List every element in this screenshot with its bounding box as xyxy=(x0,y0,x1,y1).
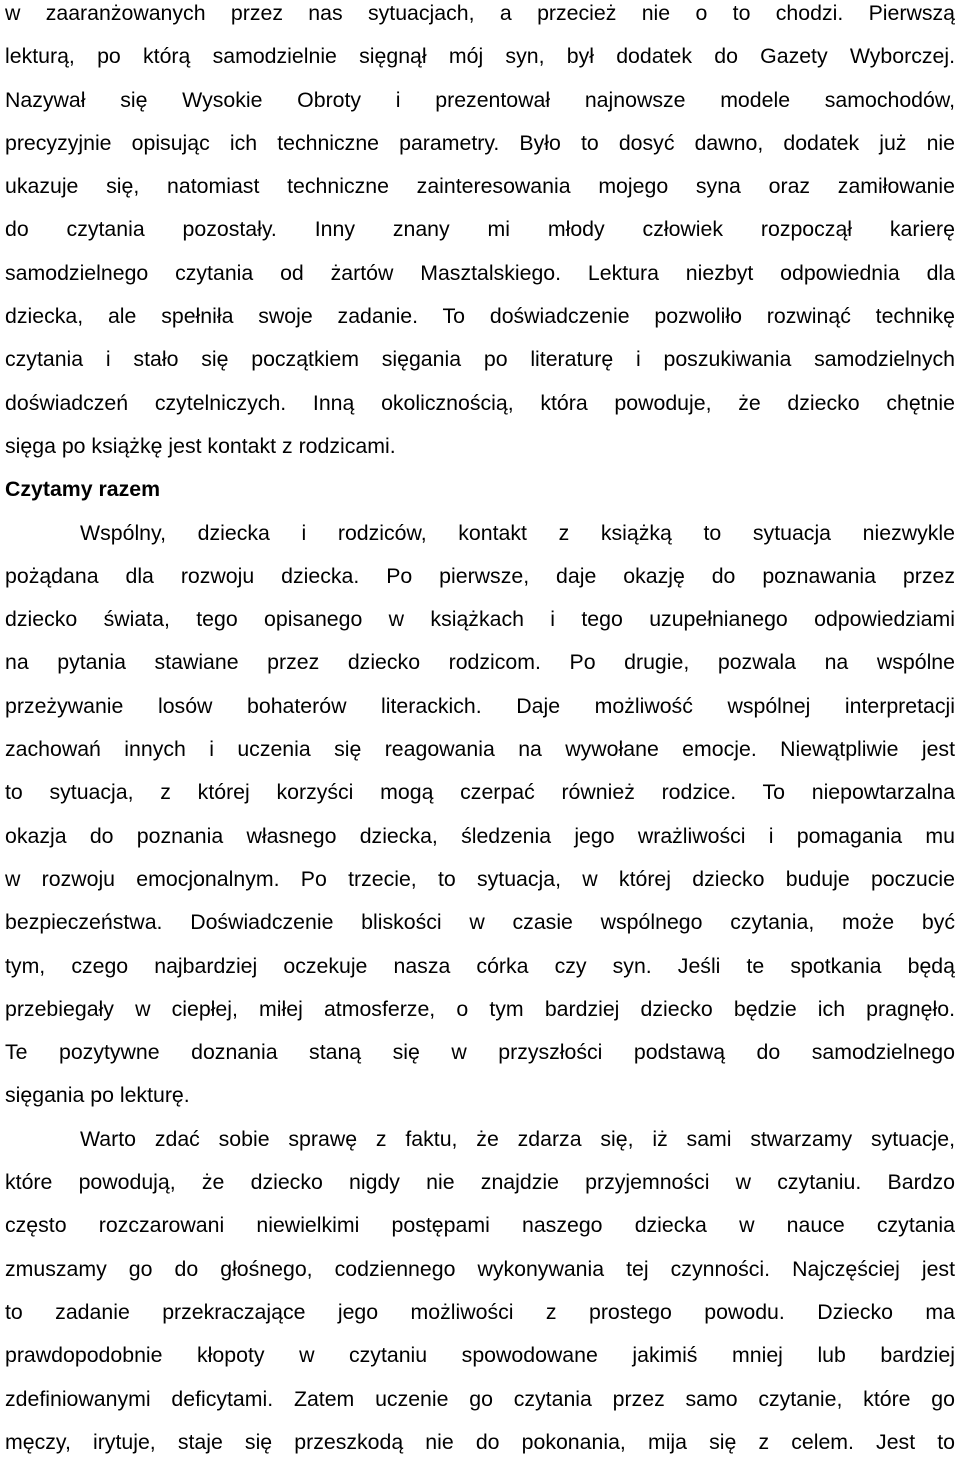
paragraph-1 xyxy=(5,0,955,468)
text-line: pożądana dla rozwoju dziecka. Po pierwsze, daje okazję do poznawania przez xyxy=(5,563,955,588)
text-line: zachowań innych i uczenia się reagowania na wywołane emocje. Niewątpliwie jest xyxy=(5,737,955,762)
text-line: czytania i stało się początkiem sięgania po literaturę i poszukiwania samodzielnych xyxy=(5,347,955,372)
text-line: męczy, irytuje, staje się przeszkodą nie do pokonania, mija się z celem. Jest to xyxy=(5,1429,955,1454)
text-line: lekturą, po którą samodzielnie sięgnął mój syn, był dodatek do Gazety Wyborczej. xyxy=(5,44,955,69)
text-line: do czytania pozostały. Inny znany mi młody człowiek rozpoczął karierę xyxy=(5,217,955,242)
text-line: prawdopodobnie kłopoty w czytaniu spowodowane jakimiś mniej lub bardziej xyxy=(5,1343,955,1368)
text-line: tym, czego najbardziej oczekuje nasza córka czy syn. Jeśli te spotkania będą xyxy=(5,953,955,978)
text-line: często rozczarowani niewielkimi postępami naszego dziecka w nauce czytania xyxy=(5,1213,955,1238)
text-line: które powodują, że dziecko nigdy nie znajdzie przyjemności w czytaniu. Bardzo xyxy=(5,1170,955,1195)
paragraph-3 xyxy=(5,1118,955,1464)
text-line: to zadanie przekraczające jego możliwości z prostego powodu. Dziecko ma xyxy=(5,1299,955,1324)
text-line: okazja do poznania własnego dziecka, śledzenia jego wrażliwości i pomagania mu xyxy=(5,823,955,848)
text-line: przebiegały w ciepłej, miłej atmosferze, o tym bardziej dziecko będzie ich pragnęło. xyxy=(5,996,955,1021)
text-line: Te pozytywne doznania staną się w przyszłości podstawą do samodzielnego xyxy=(5,1040,955,1065)
text-line: dziecka, ale spełniła swoje zadanie. To doświadczenie pozwoliło rozwinąć technikę xyxy=(5,304,955,329)
text-line: w zaaranżowanych przez nas sytuacjach, a przecież nie o to chodzi. Pierwszą xyxy=(5,1,955,25)
text-line: Warto zdać sobie sprawę z faktu, że zdarza się, iż sami stwarzamy sytuacje, xyxy=(80,1126,955,1151)
text-line: precyzyjnie opisując ich techniczne parametry. Było to dosyć dawno, dodatek już nie xyxy=(5,130,955,155)
text-line: sięgania po lekturę. xyxy=(5,1083,190,1108)
text-line: Wspólny, dziecka i rodziców, kontakt z książką to sytuacja niezwykle xyxy=(80,520,955,545)
paragraph-2 xyxy=(5,512,955,1118)
text-line: ukazuje się, natomiast techniczne zainteresowania mojego syna oraz zamiłowanie xyxy=(5,174,955,199)
text-line: zmuszamy go do głośnego, codziennego wykonywania tej czynności. Najczęściej jest xyxy=(5,1256,955,1281)
text-line: sięga po książkę jest kontakt z rodzicami. xyxy=(5,433,396,458)
text-line: Nazywał się Wysokie Obroty i prezentował najnowsze modele samochodów, xyxy=(5,87,955,112)
text-line: bezpieczeństwa. Doświadczenie bliskości w czasie wspólnego czytania, może być xyxy=(5,910,955,935)
text-line: doświadczeń czytelniczych. Inną okolicznością, która powoduje, że dziecko chętnie xyxy=(5,390,955,415)
text-line: dziecko świata, tego opisanego w książkach i tego uzupełnianego odpowiedziami xyxy=(5,607,955,632)
text-line: przeżywanie losów bohaterów literackich. Daje możliwość wspólnej interpretacji xyxy=(5,693,955,718)
text-line: to sytuacja, z której korzyści mogą czerpać również rodzice. To niepowtarzalna xyxy=(5,780,955,805)
text-line: zdefiniowanymi deficytami. Zatem uczenie go czytania przez samo czytanie, które go xyxy=(5,1386,955,1411)
text-line: samodzielnego czytania od żartów Masztalskiego. Lektura niezbyt odpowiednia dla xyxy=(5,260,955,285)
text-line: na pytania stawiane przez dziecko rodzicom. Po drugie, pozwala na wspólne xyxy=(5,650,955,675)
section-heading: Czytamy razem xyxy=(5,477,161,502)
text-line: w rozwoju emocjonalnym. Po trzecie, to sytuacja, w której dziecko buduje poczucie xyxy=(5,866,955,891)
